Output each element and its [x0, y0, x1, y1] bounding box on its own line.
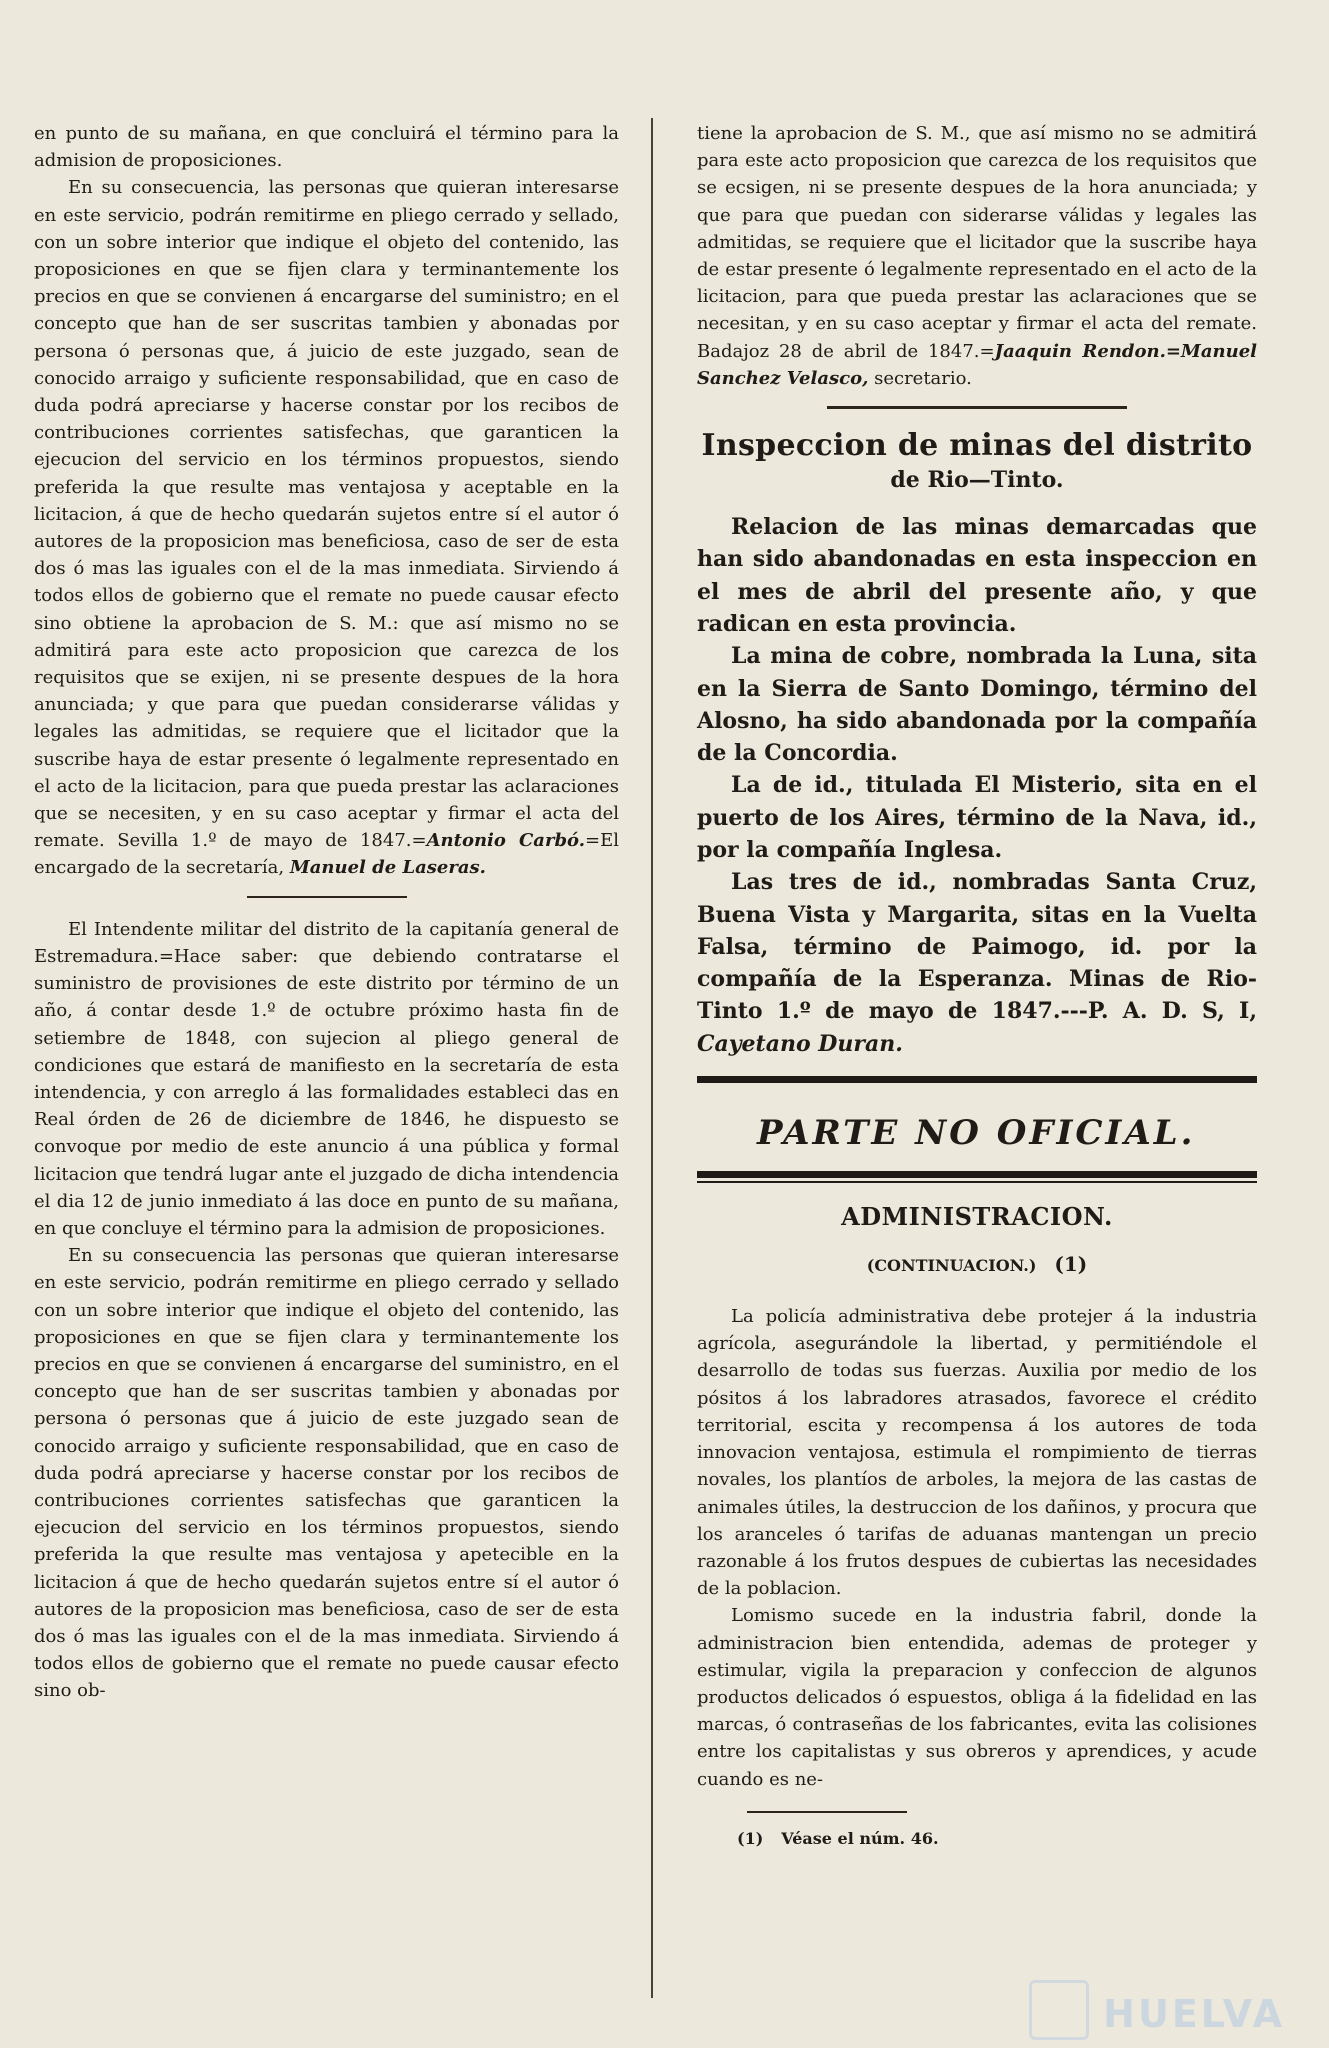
inspeccion-heading: Inspeccion de minas del distrito [701, 428, 1253, 464]
left-paragraph-2-text: En su consecuencia, las personas que quieran interesarse en este servicio, podrán remitirme en pliego cerrado y sellado, con un sobre interior que indique el objeto del contenido, las proposiciones en que se fijen clara y terminantemente los precios en que se convienen á encargarse del suministro; en el concepto que han de ser suscritas tambien y abonadas por persona ó personas que, á juicio de este juzgado, sean de conocido arraigo y suficiente responsabilidad, que en caso de duda podrá apreciarse y hacerse constar por los recibos de contribuciones corrientes satisfechas, que garanticen la ejecucion del servicio en los términos propuestos, siendo preferida la que resulte mas ventajosa y aceptable en la licitacion, á que de hecho quedarán sujetos entre sí el autor ó autores de la proposicion mas beneficiosa, caso de ser de esta dos ó mas las iguales con el de la mas inmediata. Sirviendo á todos ellos de gobierno que el remate no puede causar efecto sino obtiene la aprobacion de S. M.: que así mismo no se admitirá para este acto proposicion que carezca de los requisitos que se exijen, ni se presente despues de la hora anunciada; y que para que puedan considerarse válidas y legales las admitidas, se requiere que el licitador que la suscribe haya de estar presente ó legalmente representado en el acto de la licitacion, para que pueda prestar las aclaraciones que se necesiten, y en su caso aceptar y firmar el acta del remate. Sevilla 1.º de mayo de 1847.= [34, 177, 619, 852]
left-column [34, 120, 619, 1705]
column-divider [651, 118, 653, 1998]
footnote-mark: (1) [1054, 1252, 1088, 1277]
administracion-heading: ADMINISTRACION. [841, 1202, 1113, 1232]
continuacion-label [697, 1249, 1257, 1281]
admin-paragraph-2-text: Lomismo sucede en la industria fabril, donde la administracion bien entendida, ademas de proteger y estimular, vigila la preparacion y confeccion de algunos productos delicados ó espuestos, obliga á la fidelidad en las marcas, ó contraseñas de los fabricantes, evita las colisiones entre los capitalistas y sus obreros y aprendices, y acude cuando es ne- [697, 1605, 1257, 1790]
admin-paragraph-2 [697, 1602, 1257, 1792]
section-divider-left [247, 896, 407, 898]
library-stamp-icon [1029, 1980, 1089, 2040]
right-column [697, 120, 1257, 1851]
inspeccion-paragraph-3 [697, 769, 1257, 866]
thin-divider [697, 1181, 1257, 1183]
footnote-number: (1) [737, 1828, 764, 1848]
signature-secretaria-label: =El encargado de la secretaría, [34, 830, 619, 879]
signature-secretario: secretario. [868, 367, 972, 389]
footnote [737, 1827, 1257, 1851]
inspeccion-paragraph-3-text: La de id., titulada El Misterio, sita en el puerto de los Aires, término de la Nava, id., por la compañía Inglesa. [697, 772, 1257, 863]
signature-rendon-velasco: Jaaquin Rendon.=Manuel Sanchez Velasco, [697, 340, 1257, 389]
continuacion-text: (CONTINUACION.) [866, 1256, 1037, 1276]
left-paragraph-2 [34, 174, 619, 881]
inspeccion-paragraph-4 [697, 866, 1257, 1060]
footnote-divider [747, 1811, 907, 1813]
heavy-divider-2 [697, 1171, 1257, 1178]
right-continuation [697, 120, 1257, 392]
library-watermark: HUELVA [1103, 1992, 1285, 2036]
left-paragraph-4-text: En su consecuencia las personas que quieran interesarse en este servicio, podrán remitirme en pliego cerrado y sellado con un sobre interior que indique el objeto del contenido, las proposiciones en que se fijen clara y terminantemente los precios en que se convienen á encargarse del suministro, en el concepto que han de ser suscritas tambien y abonadas por persona ó personas que á juicio de este juzgado sean de conocido arraigo y suficiente responsabilidad, que en caso de duda podrá apreciarse y hacerse constar por los recibos de contribuciones corrientes satisfechas que garanticen la ejecucion del servicio en los términos propuestos, siendo preferida la que resulte mas ventajosa y apetecible en la licitacion á que de hecho quedarán sujetos entre sí el autor ó autores de la proposicion mas beneficiosa, caso de ser de esta dos ó mas las iguales con el de la mas inmediata. Sirviendo á todos ellos de gobierno que el remate no puede causar efecto sino ob- [34, 1245, 619, 1702]
signature-duran: Cayetano Duran. [697, 1030, 903, 1057]
inspeccion-subheading: de Rio—Tinto. [890, 467, 1064, 494]
left-paragraph-1: en punto de su mañana, en que concluirá el término para la admision de proposiciones. [34, 123, 619, 172]
right-continuation-text: tiene la aprobacion de S. M., que así mismo no se admitirá para este acto proposicion que carezca de los requisitos que se ecsigen, ni se presente despues de la hora anunciada; y que para que puedan con siderarse válidas y legales las admitidas, se requiere que el licitador que la suscribe haya de estar presente ó legalmente representado en el acto de la licitacion, para que pueda prestar las aclaraciones que se necesitan, y en su caso aceptar y firmar el acta del remate. Badajoz 28 de abril de 1847.= [697, 123, 1257, 362]
inspeccion-paragraph-1-text: Relacion de las minas demarcadas que han sido abandonadas en esta inspeccion en el mes de abril del presente año, y que radican en esta provincia. [697, 514, 1257, 637]
signature-laseras: Manuel de Laseras. [289, 857, 486, 879]
parte-no-oficial-heading: PARTE NO OFICIAL. [757, 1113, 1196, 1154]
inspeccion-paragraph-1 [697, 511, 1257, 640]
inspeccion-paragraph-2-text: La mina de cobre, nombrada la Luna, sita en la Sierra de Santo Domingo, término del Alosno, ha sido abandonada por la compañía de la Concordia. [697, 643, 1257, 767]
left-paragraph-3 [34, 916, 619, 1242]
admin-paragraph-1 [697, 1303, 1257, 1602]
inspeccion-paragraph-4-text: Las tres de id., nombradas Santa Cruz, Buena Vista y Margarita, sitas en la Vuelta Falsa, término de Paimogo, id. por la compañía de la Esperanza. Minas de Rio-Tinto 1.º de mayo de 1847.---P. A. D. S, I, [697, 869, 1257, 1025]
signature-carbo: Antonio Carbó. [426, 830, 586, 852]
admin-paragraph-1-text: La policía administrativa debe protejer á la industria agrícola, asegurándole la libertad, y permitiéndole el desarrollo de todas sus fuerzas. Auxilia por medio de los pósitos á los labradores atrasados, favorece el crédito territorial, escita y recompensa á los autores de toda innovacion ventajosa, estimula el rompimiento de tierras novales, los plantíos de arboles, la mejora de las castas de animales útiles, la destruccion de los dañinos, y procura que los aranceles ó tarifas de aduanas mantengan un precio razonable á los frutos despues de cubiertas las necesidades de la poblacion. [697, 1306, 1257, 1600]
left-paragraph-4 [34, 1242, 619, 1704]
heavy-divider [697, 1076, 1257, 1083]
left-paragraph-3-text: El Intendente militar del distrito de la capitanía general de Estremadura.=Hace saber: que debiendo contratarse el suministro de provisiones de este distrito por término de un año, á contar desde 1.º de octubre próximo hasta fin de setiembre de 1848, con sujecion al pliego general de condiciones que estará de manifiesto en la secretaría de esta intendencia, y con arreglo á las formalidades estableci das en Real órden de 26 de diciembre de 1846, he dispuesto se convoque por medio de este anuncio á una pública y formal licitacion que tendrá lugar ante el juzgado de dicha intendencia el dia 12 de junio inmediato á las doce en punto de su mañana, en que concluye el término para la admision de proposiciones. [34, 918, 619, 1239]
section-divider-right [827, 406, 1127, 409]
inspeccion-paragraph-2 [697, 640, 1257, 769]
footnote-text: Véase el núm. 46. [781, 1828, 939, 1848]
